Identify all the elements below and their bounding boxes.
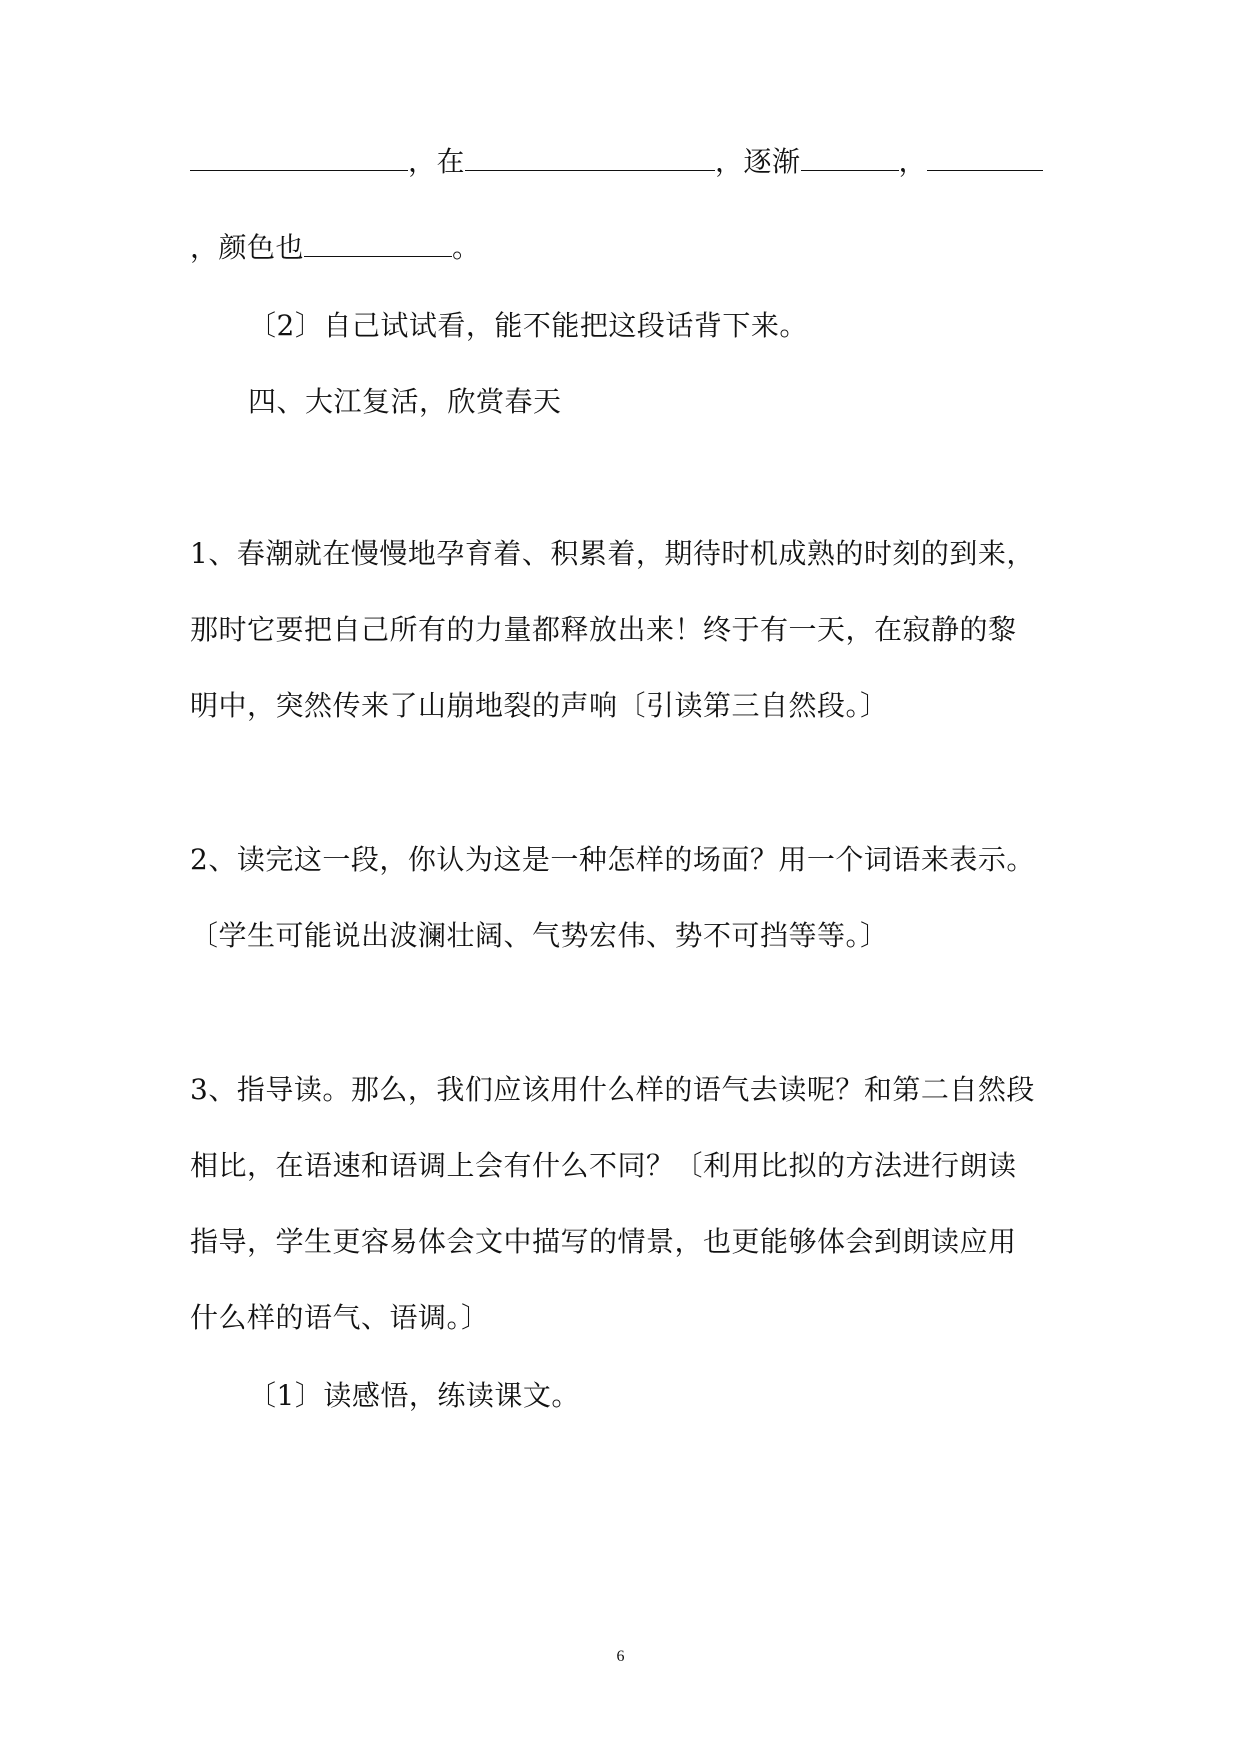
paragraph-recite: 〔2〕自己试试看，能不能把这段话背下来。 — [248, 309, 808, 342]
page-number: 6 — [616, 1648, 625, 1665]
sub-item-1: 〔1〕读感悟，练读课文。 — [248, 1379, 580, 1412]
fill-in-blank-5[interactable] — [304, 230, 452, 257]
fill-in-text-end: 。 — [452, 231, 481, 264]
fill-in-text-at: ，在 — [408, 145, 466, 178]
fill-in-line-2 — [190, 230, 481, 266]
fill-in-text-comma: ， — [898, 145, 928, 178]
item-2-line-2: 〔学生可能说出波澜壮阔、气势宏伟、势不可挡等等。〕 — [190, 919, 889, 952]
fill-in-blank-2[interactable] — [465, 144, 715, 171]
fill-in-text-gradually: ，逐渐 — [715, 145, 801, 178]
item-3-line-4: 什么样的语气、语调。〕 — [190, 1301, 490, 1334]
fill-in-blank-1[interactable] — [190, 144, 408, 171]
item-1-line-3: 明中，突然传来了山崩地裂的声响〔引读第三自然段。〕 — [190, 689, 889, 722]
item-1-line-1: 1、春潮就在慢慢地孕育着、积累着，期待时机成熟的时刻的到来， — [190, 537, 1035, 570]
fill-in-blank-3[interactable] — [801, 144, 899, 171]
fill-in-text-color: ，颜色也 — [190, 231, 305, 264]
item-3-line-2: 相比，在语速和语调上会有什么不同？〔利用比拟的方法进行朗读 — [190, 1149, 1017, 1182]
section-heading: 四、大江复活，欣赏春天 — [248, 385, 562, 418]
fill-in-line-1 — [190, 144, 1043, 180]
fill-in-blank-4[interactable] — [927, 144, 1043, 171]
item-1-line-2: 那时它要把自己所有的力量都释放出来！终于有一天，在寂静的黎 — [190, 613, 1017, 646]
item-3-line-3: 指导，学生更容易体会文中描写的情景，也更能够体会到朗读应用 — [190, 1225, 1017, 1258]
item-3-line-1: 3、指导读。那么，我们应该用什么样的语气去读呢？和第二自然段 — [190, 1073, 1035, 1106]
item-2-line-1: 2、读完这一段，你认为这是一种怎样的场面？用一个词语来表示。 — [190, 843, 1035, 876]
